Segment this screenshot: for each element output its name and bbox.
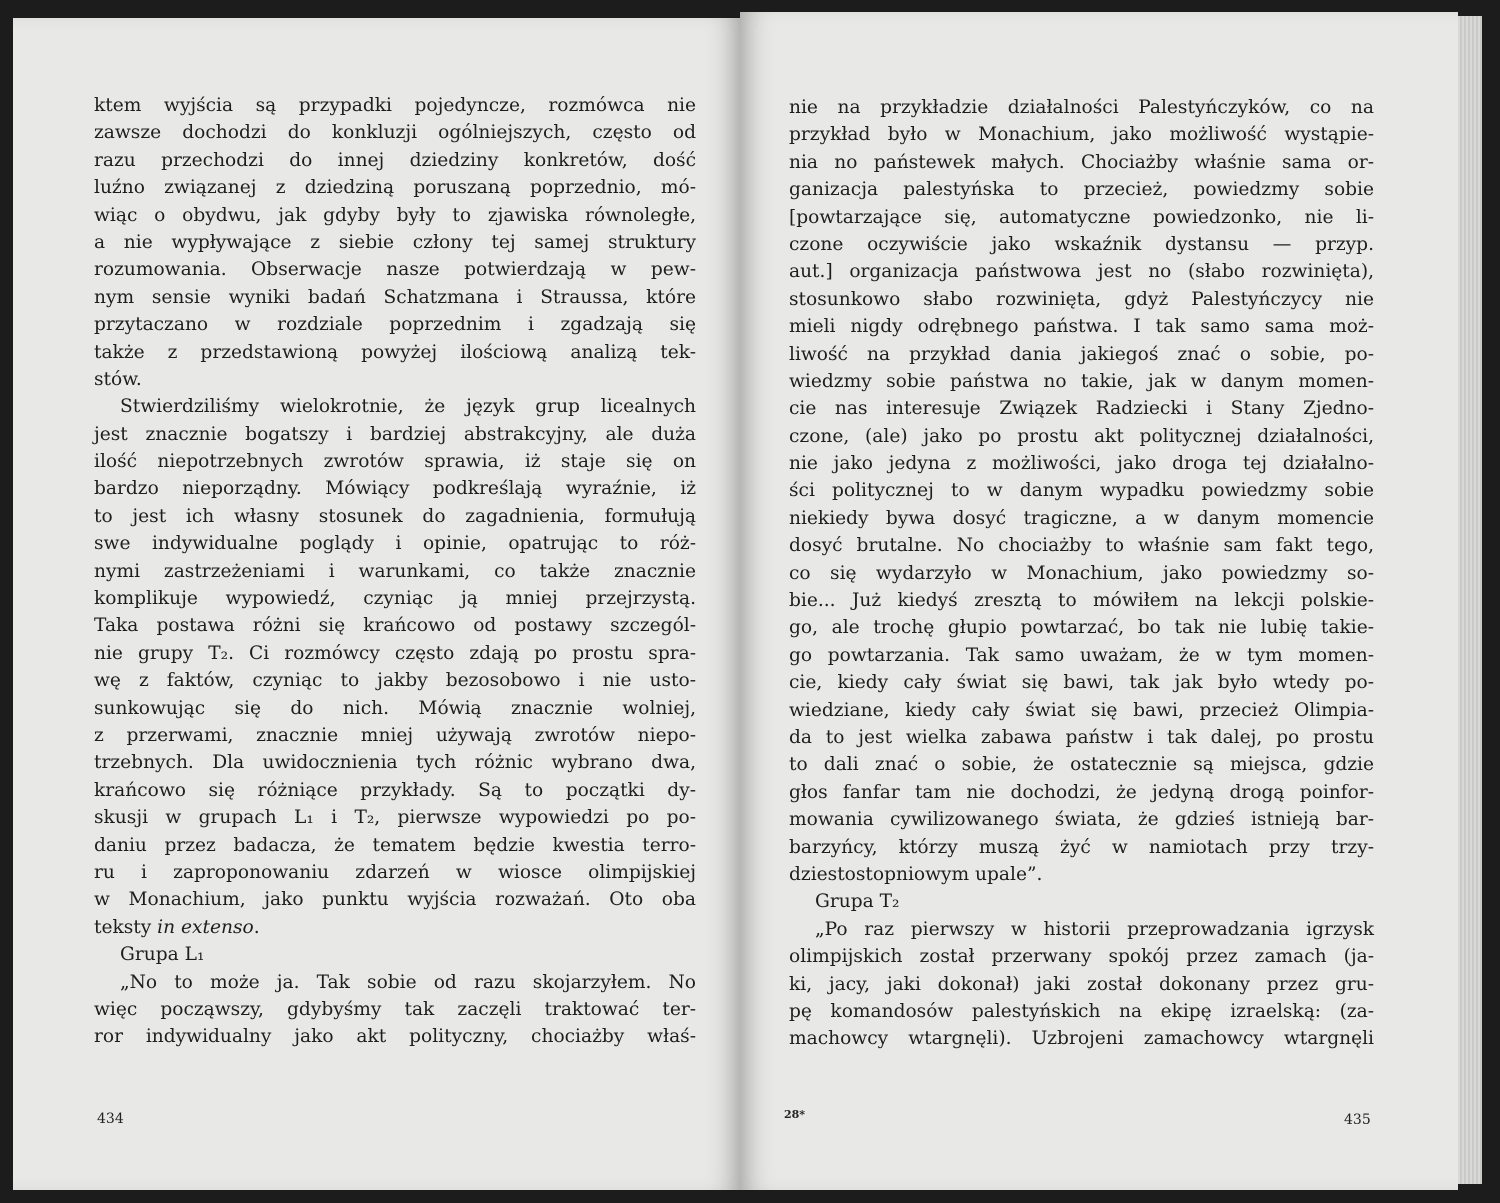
text-line: Grupa T₂ [815,891,900,913]
text-line: także z przedstawioną powyżej ilościową analizą tek- [94,341,696,363]
text-line: wiedzmy sobie państwa no takie, jak w danym momen- [789,370,1374,392]
text-line: ror indywidualny jako akt polityczny, chociażby właś- [94,1026,696,1048]
right-page-number: 435 [1344,1112,1371,1128]
text-line: razu przechodzi do innej dziedziny konkretów, dość [94,149,696,171]
text-line: ilość niepotrzebnych zwrotów sprawia, iż staje się on [94,451,696,473]
text-line: stosunkowo słabo rozwinięta, gdyż Palestyńczycy nie [789,288,1374,310]
text-line: [powtarzające się, automatyczne powiedzonko, nie li- [789,206,1374,228]
right-page-text [789,94,1374,1053]
text-line: komplikuje wypowiedź, czyniąc ją mniej przejrzystą. [94,588,696,610]
text-line: nie jako jedyna z możliwości, jako droga tej działalno- [789,453,1374,475]
text-line: zawsze dochodzi do konkluzji ogólniejszych, często od [94,122,696,144]
text-line: więc począwszy, gdybyśmy tak zaczęli traktować ter- [94,998,696,1020]
text-line: wiedziane, kiedy cały świat się bawi, przecież Olimpia- [789,699,1374,721]
text-line: sunkowując się do nich. Mówią znacznie wolniej, [94,697,696,719]
text-line: dosyć brutalne. No chociażby to właśnie sam fakt tego, [789,535,1374,557]
left-page-text [94,92,696,1051]
text-line: mieli nigdy odrębnego państwa. I tak samo sama moż- [789,316,1374,338]
text-line: ki, jacy, jaki dokonał) jaki został dokonany przez gru- [789,973,1374,995]
text-line: przykład było w Monachium, jako możliwość wystąpie- [789,124,1374,146]
text-line: niekiedy bywa dosyć tragiczne, a w danym momencie [789,507,1374,529]
text-line: bardzo nieporządny. Mówiący podkreślają wyraźnie, iż [94,478,696,500]
text-line: z przerwami, znacznie mniej używają zwrotów niepo- [94,724,696,746]
text-line: przytaczano w rozdziale poprzednim i zgadzają się [94,314,696,336]
text-line: teksty in extenso. [94,916,260,938]
page-edges [1458,16,1482,1184]
text-line: Taka postawa różni się krańcowo od postawy szczegól- [94,615,696,637]
text-line: barzyńcy, którzy muszą żyć w namiotach przy trzy- [789,836,1374,858]
text-line: nie na przykładzie działalności Palestyńczyków, co na [789,97,1374,118]
text-line: jest znacznie bogatszy i bardziej abstrakcyjny, ale duża [94,423,696,445]
text-line: nie grupy T₂. Ci rozmówcy często zdają po prostu spra- [94,642,696,664]
left-page [13,18,740,1190]
text-line: cie nas interesuje Związek Radziecki i Stany Zjedno- [789,398,1374,420]
text-line: to dali znać o sobie, że ostatecznie są miejsca, gdzie [789,754,1374,776]
text-line: wę z faktów, czyniąc to jakby bezosobowo i nie usto- [94,670,696,692]
text-line: stów. [94,368,142,390]
text-line: liwość na przykład dania jakiegoś znać o sobie, po- [789,343,1374,365]
right-page [740,12,1458,1190]
text-line: pę komandosów palestyńskich na ekipę izraelską: (za- [789,1000,1374,1022]
text-line: rozumowania. Obserwacje nasze potwierdzają w pew- [94,259,696,281]
text-line: luźno związanej z dziedziną poruszaną poprzednio, mó- [94,177,696,199]
text-line: Stwierdziliśmy wielokrotnie, że język grup licealnych [120,396,696,418]
text-line: bie... Już kiedyś zresztą to mówiłem na lekcji polskie- [789,590,1374,612]
text-line: nym sensie wyniki badań Schatzmana i Straussa, które [94,286,696,308]
text-line: nia no państewek małych. Chociażby właśnie sama or- [789,151,1374,173]
text-line: mowania cywilizowanego świata, że gdzieś istnieją bar- [789,809,1374,831]
text-line: machowcy wtargnęli). Uzbrojeni zamachowcy wtargnęli [789,1028,1374,1050]
text-line: swe indywidualne poglądy i opinie, opatrując to róż- [94,533,696,555]
left-page-number: 434 [97,1111,124,1127]
text-line: go powtarzania. Tak samo uważam, że w tym momen- [789,644,1374,666]
text-line: nymi zastrzeżeniami i warunkami, co także znacznie [94,560,696,582]
text-line: dziestostopniowym upale”. [789,863,1043,885]
text-line: czone oczywiście jako wskaźnik dystansu — przyp. [789,233,1374,255]
text-line: „No to może ja. Tak sobie od razu skojarzyłem. No [120,971,696,993]
text-line: skusji w grupach L₁ i T₂, pierwsze wypowiedzi po po- [94,807,696,829]
text-line: co się wydarzyło w Monachium, jako powiedzmy so- [789,562,1374,584]
text-line: wiąc o obydwu, jak gdyby były to zjawiska równoległe, [94,204,696,226]
text-line: trzebnych. Dla uwidocznienia tych różnic wybrano dwa, [94,752,696,774]
text-line: to jest ich własny stosunek do zagadnienia, formułują [94,505,696,527]
signature-mark: 28* [784,1108,806,1121]
text-line: Grupa L₁ [120,944,205,966]
text-line: ganizacja palestyńska to przecież, powiedzmy sobie [789,179,1374,201]
text-line: ktem wyjścia są przypadki pojedyncze, rozmówca nie [94,95,696,116]
text-line: ści politycznej to w danym wypadku powiedzmy sobie [789,480,1374,502]
text-line: w Monachium, jako punktu wyjścia rozważań. Oto oba [94,889,696,911]
text-line: krańcowo się różniące przykłady. Są to początki dy- [94,779,696,801]
text-line: daniu przez badacza, że tematem będzie kwestia terro- [94,834,696,856]
text-line: go, ale trochę głupio powtarzać, bo tak nie lubię takie- [789,617,1374,639]
text-line: a nie wypływające z siebie człony tej samej struktury [94,231,696,253]
text-line: aut.] organizacja państwowa jest no (słabo rozwinięta), [789,261,1374,283]
text-line: „Po raz pierwszy w historii przeprowadzania igrzysk [815,918,1374,940]
text-line: olimpijskich został przerwany spokój przez zamach (ja- [789,946,1374,968]
text-line: ru i zaproponowaniu zdarzeń w wiosce olimpijskiej [94,861,696,883]
text-line: głos fanfar tam nie dochodzi, że jedyną drogą poinfor- [789,781,1374,803]
text-line: da to jest wielka zabawa państw i tak dalej, po prostu [789,726,1374,748]
text-line: czone, (ale) jako po prostu akt politycznej działalności, [789,425,1374,447]
text-line: cie, kiedy cały świat się bawi, tak jak było wtedy po- [789,672,1374,694]
